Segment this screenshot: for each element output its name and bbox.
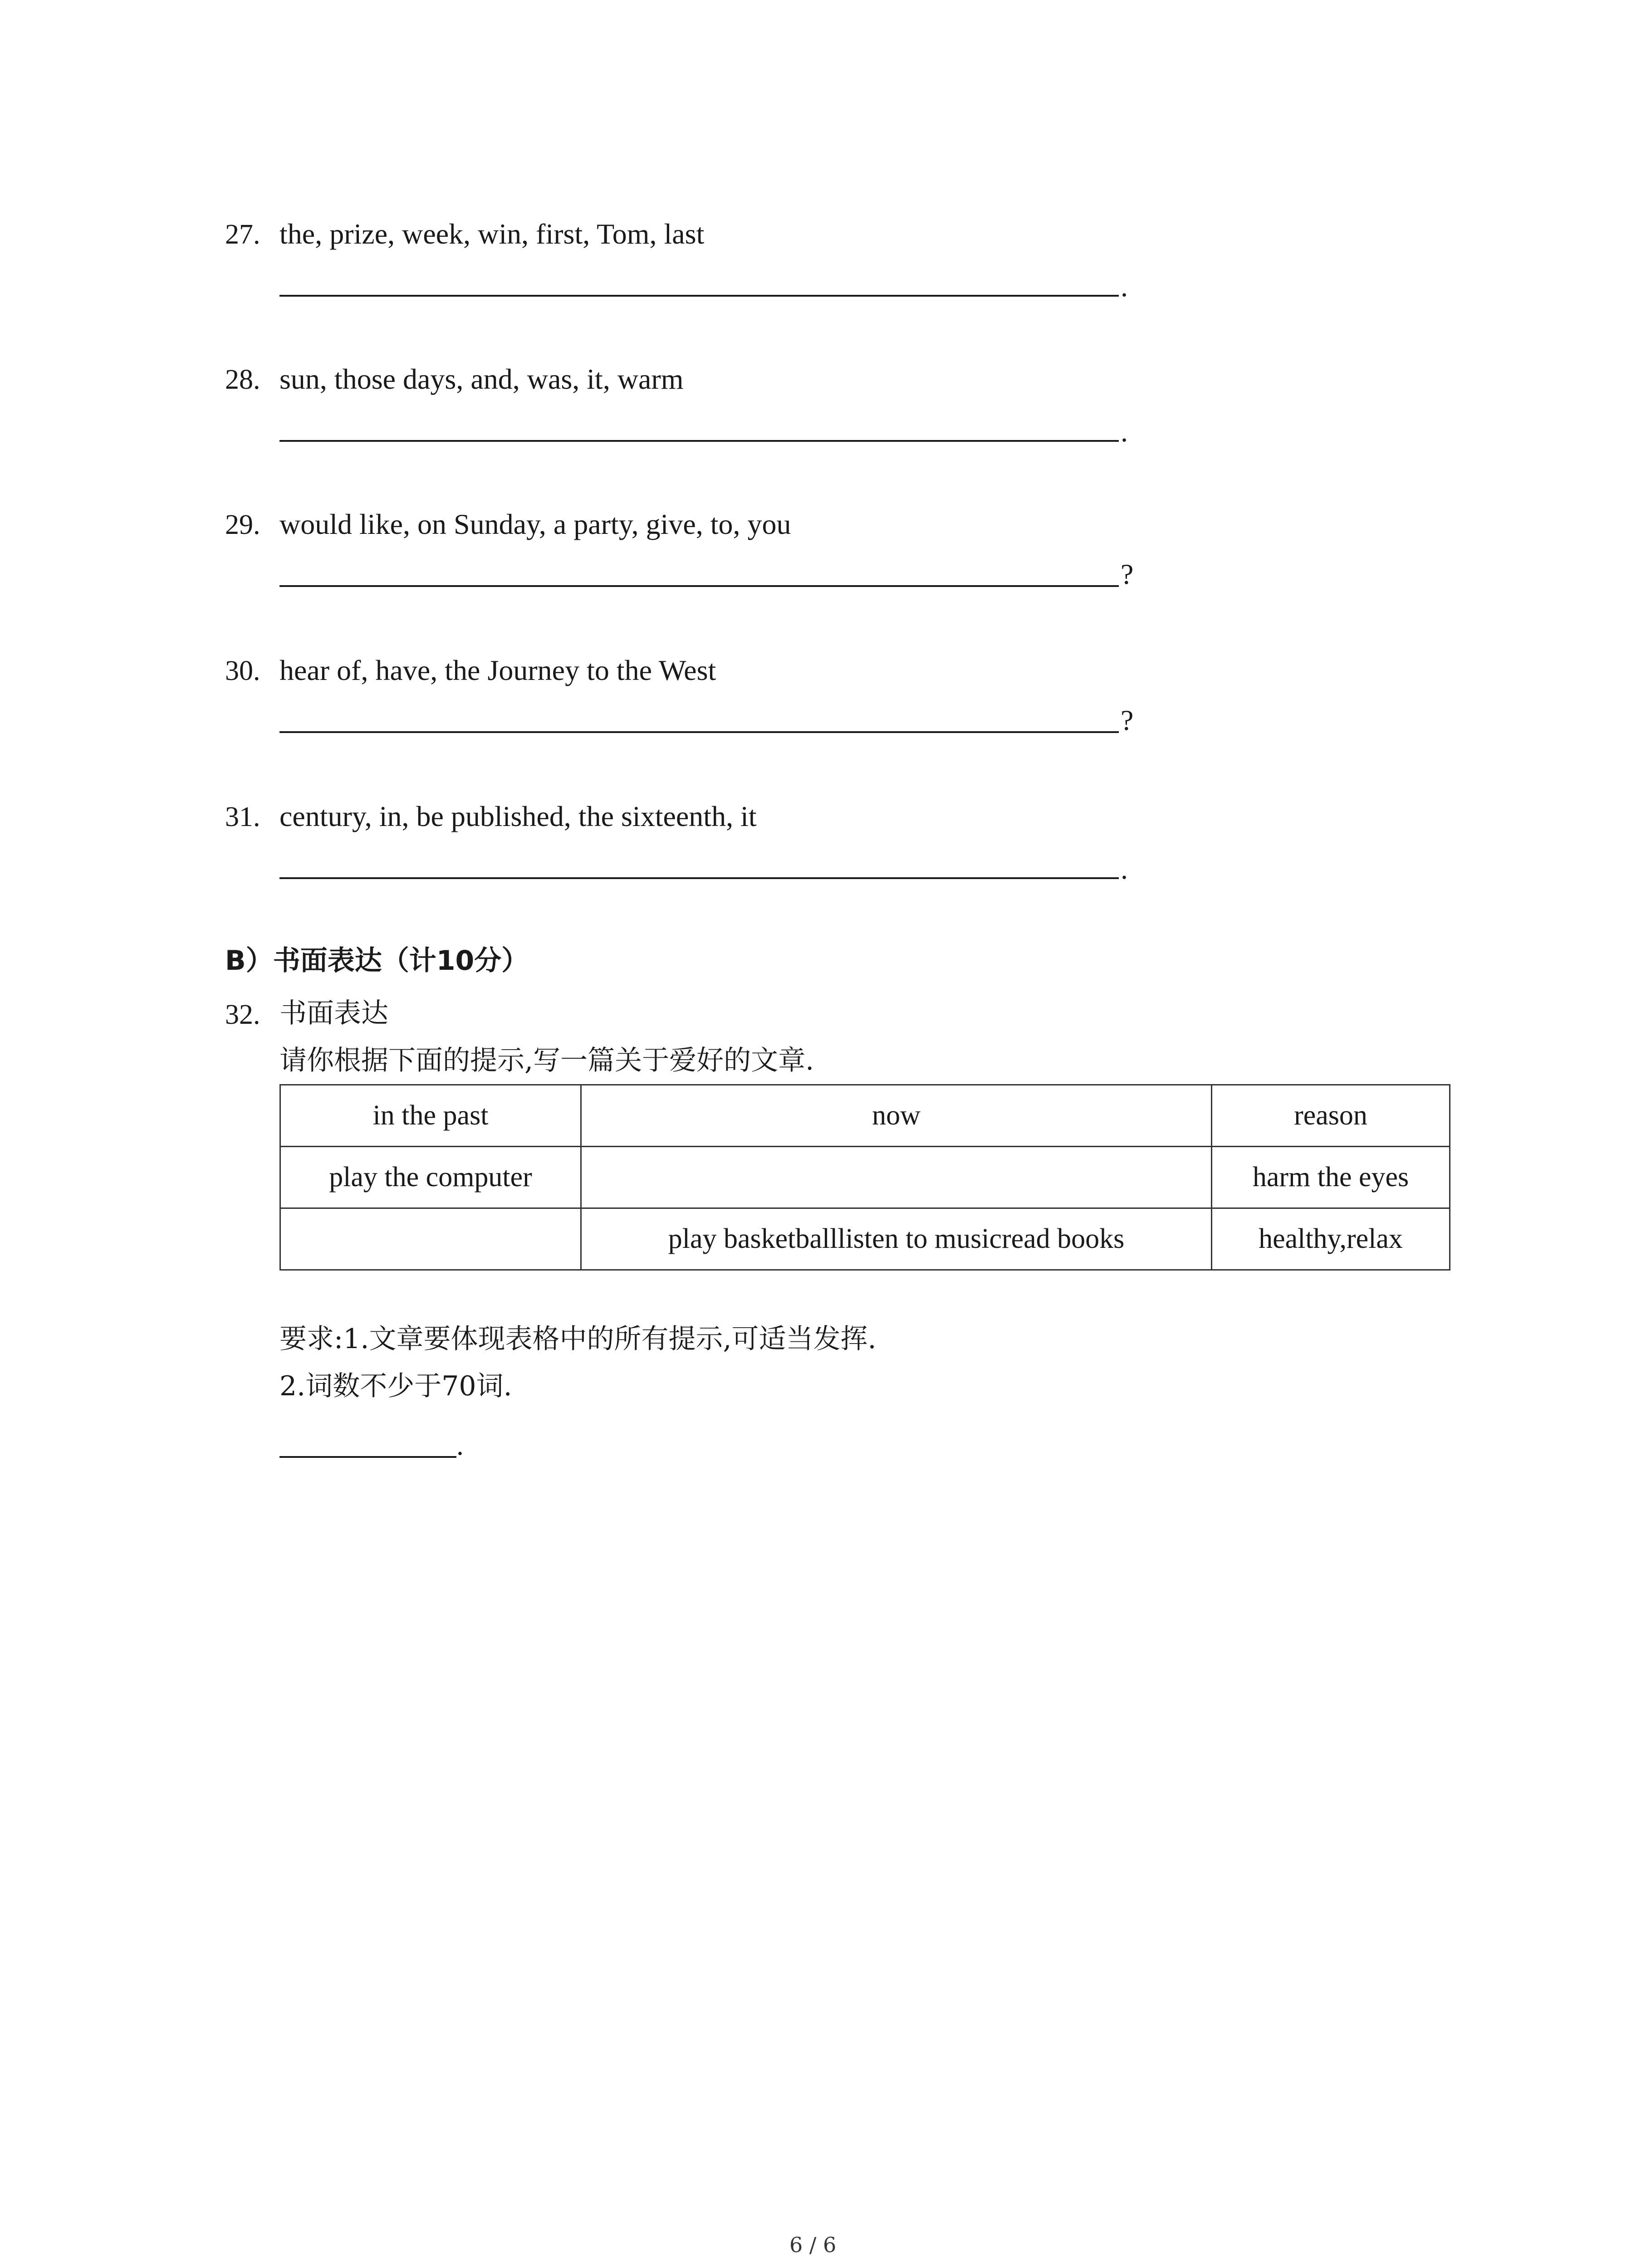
- question-prompt-31: century, in, be published, the sixteenth, it: [279, 800, 757, 832]
- table-cell: [280, 1208, 581, 1270]
- end-punctuation-32: .: [456, 1429, 464, 1461]
- table-cell: [581, 1147, 1212, 1208]
- question-number-31: 31.: [225, 802, 260, 832]
- writing-instruction: 请你根据下面的提示,写一篇关于爱好的文章.: [279, 1045, 814, 1076]
- table-row: [280, 1147, 1450, 1208]
- requirement-2: 2.词数不少于70词.: [279, 1370, 512, 1402]
- section-b-heading: B）书面表达（计10分）: [225, 945, 529, 977]
- table-row: [280, 1208, 1450, 1270]
- header-cell-past: in the past: [280, 1085, 581, 1147]
- answer-line-32[interactable]: [279, 1456, 456, 1458]
- question-prompt-30: hear of, have, the Journey to the West: [279, 654, 716, 686]
- end-punctuation-29: ?: [1121, 558, 1134, 590]
- question-prompt-29: would like, on Sunday, a party, give, to, you: [279, 508, 791, 540]
- question-number-27: 27.: [225, 219, 260, 250]
- end-punctuation-31: .: [1121, 853, 1128, 885]
- answer-line-28[interactable]: [279, 440, 1119, 442]
- end-punctuation-28: .: [1121, 415, 1128, 448]
- question-prompt-27: the, prize, week, win, first, Tom, last: [279, 218, 705, 250]
- question-number-32: 32.: [225, 999, 260, 1030]
- question-number-28: 28.: [225, 364, 260, 395]
- question-title-32: 书面表达: [279, 997, 388, 1029]
- table-cell: harm the eyes: [1212, 1147, 1450, 1208]
- header-cell-reason: reason: [1212, 1085, 1450, 1147]
- hint-table: [279, 1084, 1450, 1271]
- end-punctuation-30: ?: [1121, 704, 1134, 736]
- answer-line-31[interactable]: [279, 877, 1119, 879]
- table-cell: play basketballlisten to musicread books: [581, 1208, 1212, 1270]
- table-cell: play the computer: [280, 1147, 581, 1208]
- table-header-row: [280, 1085, 1450, 1147]
- answer-line-27[interactable]: [279, 295, 1119, 297]
- answer-line-30[interactable]: [279, 731, 1119, 733]
- question-number-30: 30.: [225, 655, 260, 686]
- end-punctuation-27: .: [1121, 270, 1128, 303]
- table-cell: healthy,relax: [1212, 1208, 1450, 1270]
- page-number: 6 / 6: [789, 2233, 837, 2257]
- question-number-29: 29.: [225, 509, 260, 540]
- question-prompt-28: sun, those days, and, was, it, warm: [279, 363, 684, 395]
- answer-line-29[interactable]: [279, 585, 1119, 587]
- header-cell-now: now: [581, 1085, 1212, 1147]
- requirement-1: 要求:1.文章要体现表格中的所有提示,可适当发挥.: [279, 1323, 877, 1355]
